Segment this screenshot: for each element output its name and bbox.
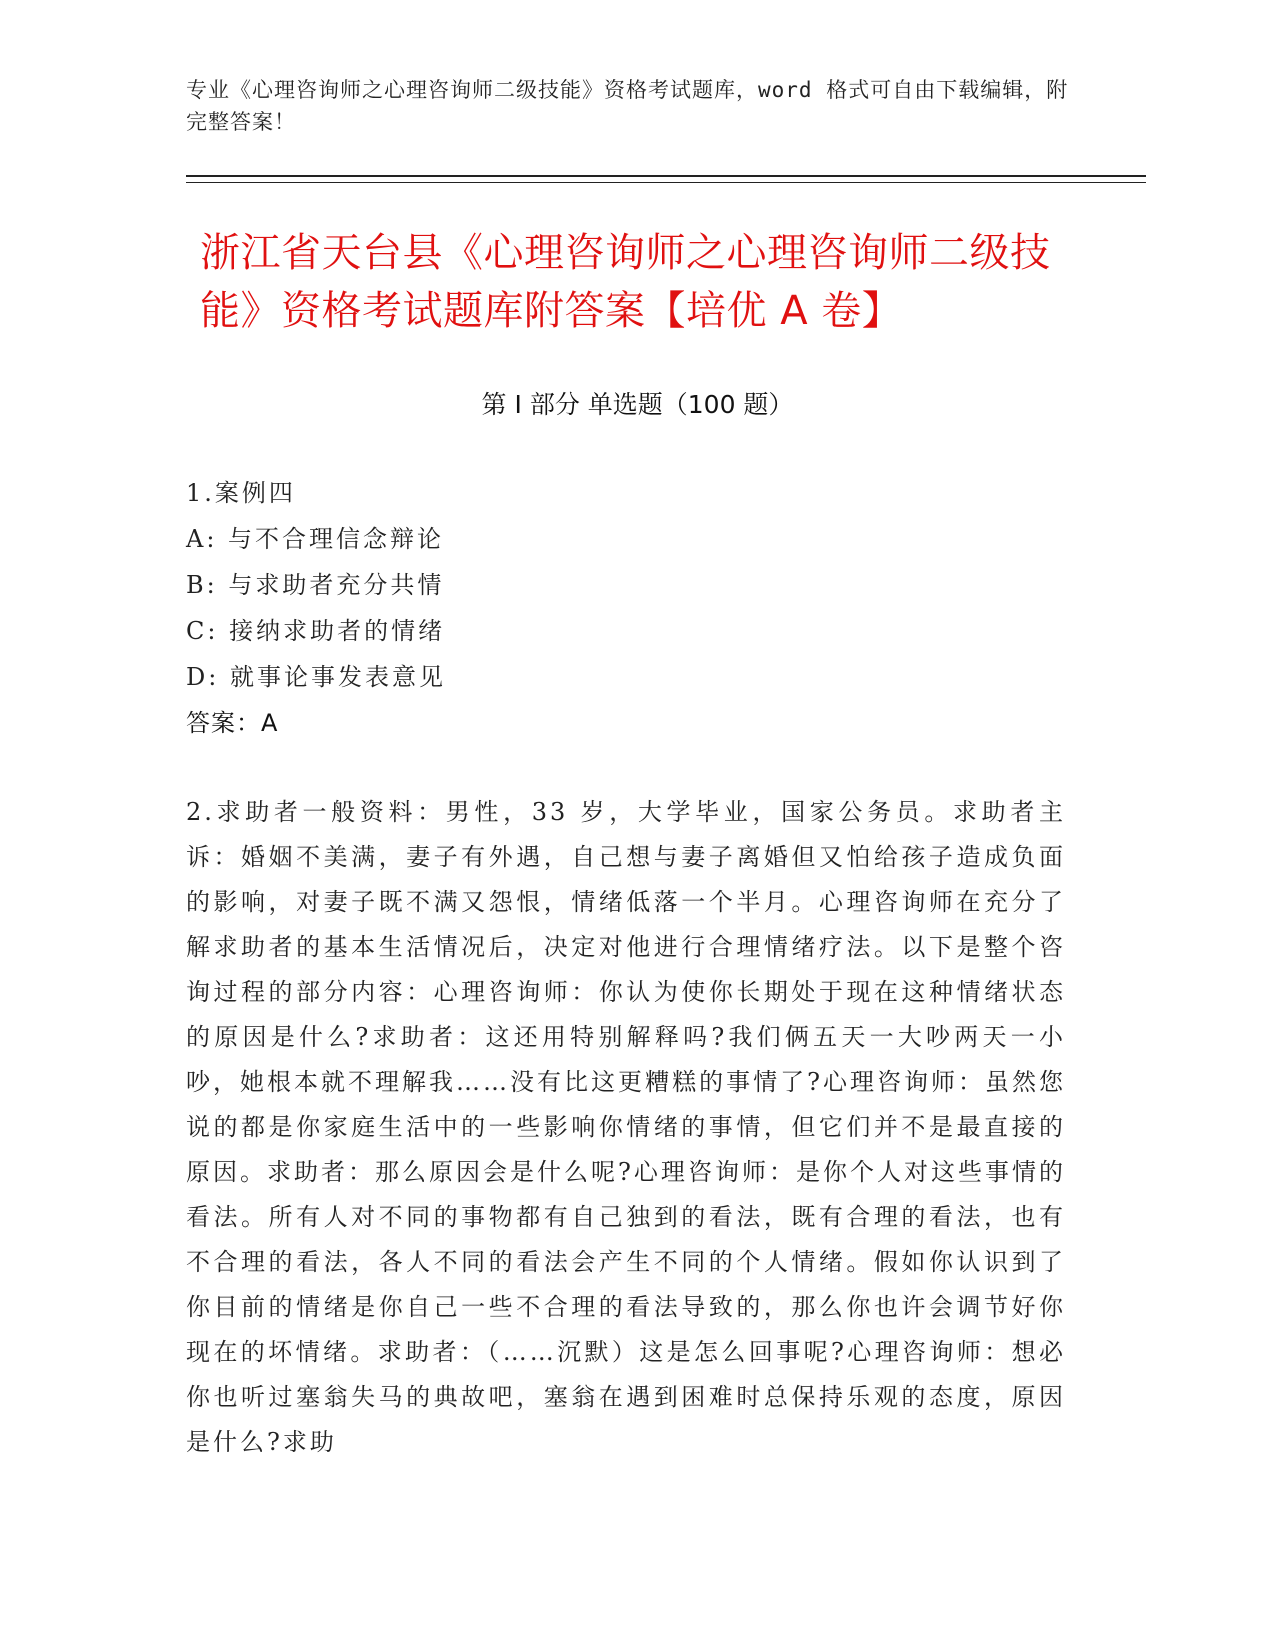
option-a: A: 与不合理信念辩论 bbox=[186, 525, 445, 553]
question-list bbox=[186, 470, 1066, 1465]
header-divider-thin bbox=[186, 182, 1146, 183]
option-b: B: 与求助者充分共情 bbox=[186, 571, 445, 599]
header-divider-thick bbox=[186, 175, 1146, 177]
question-2: 2.求助者一般资料：男性，33 岁，大学毕业，国家公务员。求助者主诉：婚姻不美满，妻子有外遇，自己想与妻子离婚但又怕给孩子造成负面的影响，对妻子既不满又怨恨，情绪低落一个半月。心理咨询师在充分了解求助者的基本生活情况后，决定对他进行合理情绪疗法。以下是整个咨询过程的部分内容：心理咨询师：你认为使你长期处于现在这种情绪状态的原因是什么?求助者：这还用特别解释吗?我们俩五天一大吵两天一小吵，她根本就不理解我……没有比这更糟糕的事情了?心理咨询师：虽然您说的都是你家庭生活中的一些影响你情绪的事情，但它们并不是最直接的原因。求助者：那么原因会是什么呢?心理咨询师：是你个人对这些事情的看法。所有人对不同的事物都有自己独到的看法，既有合理的看法，也有不合理的看法，各人不同的看法会产生不同的个人情绪。假如你认识到了你目前的情绪是你自己一些不合理的看法导致的，那么你也许会调节好你现在的坏情绪。求助者：（……沉默）这是怎么回事呢?心理咨询师：想必你也听过塞翁失马的典故吧，塞翁在遇到困难时总保持乐观的态度，原因是什么?求助 bbox=[186, 798, 1066, 1456]
question-stem: 1.案例四 bbox=[186, 479, 296, 507]
option-d: D: 就事论事发表意见 bbox=[186, 663, 446, 691]
question-1 bbox=[186, 470, 1066, 746]
option-c: C: 接纳求助者的情绪 bbox=[186, 617, 446, 645]
header-note: 专业《心理咨询师之心理咨询师二级技能》资格考试题库，word 格式可自由下载编辑，附完整答案！ bbox=[186, 78, 1069, 134]
section-heading: 第 I 部分 单选题（100 题） bbox=[481, 390, 794, 419]
answer-label: 答案：A bbox=[186, 709, 279, 737]
document-title: 浙江省天台县《心理咨询师之心理咨询师二级技能》资格考试题库附答案【培优 A 卷】 bbox=[200, 230, 1051, 334]
